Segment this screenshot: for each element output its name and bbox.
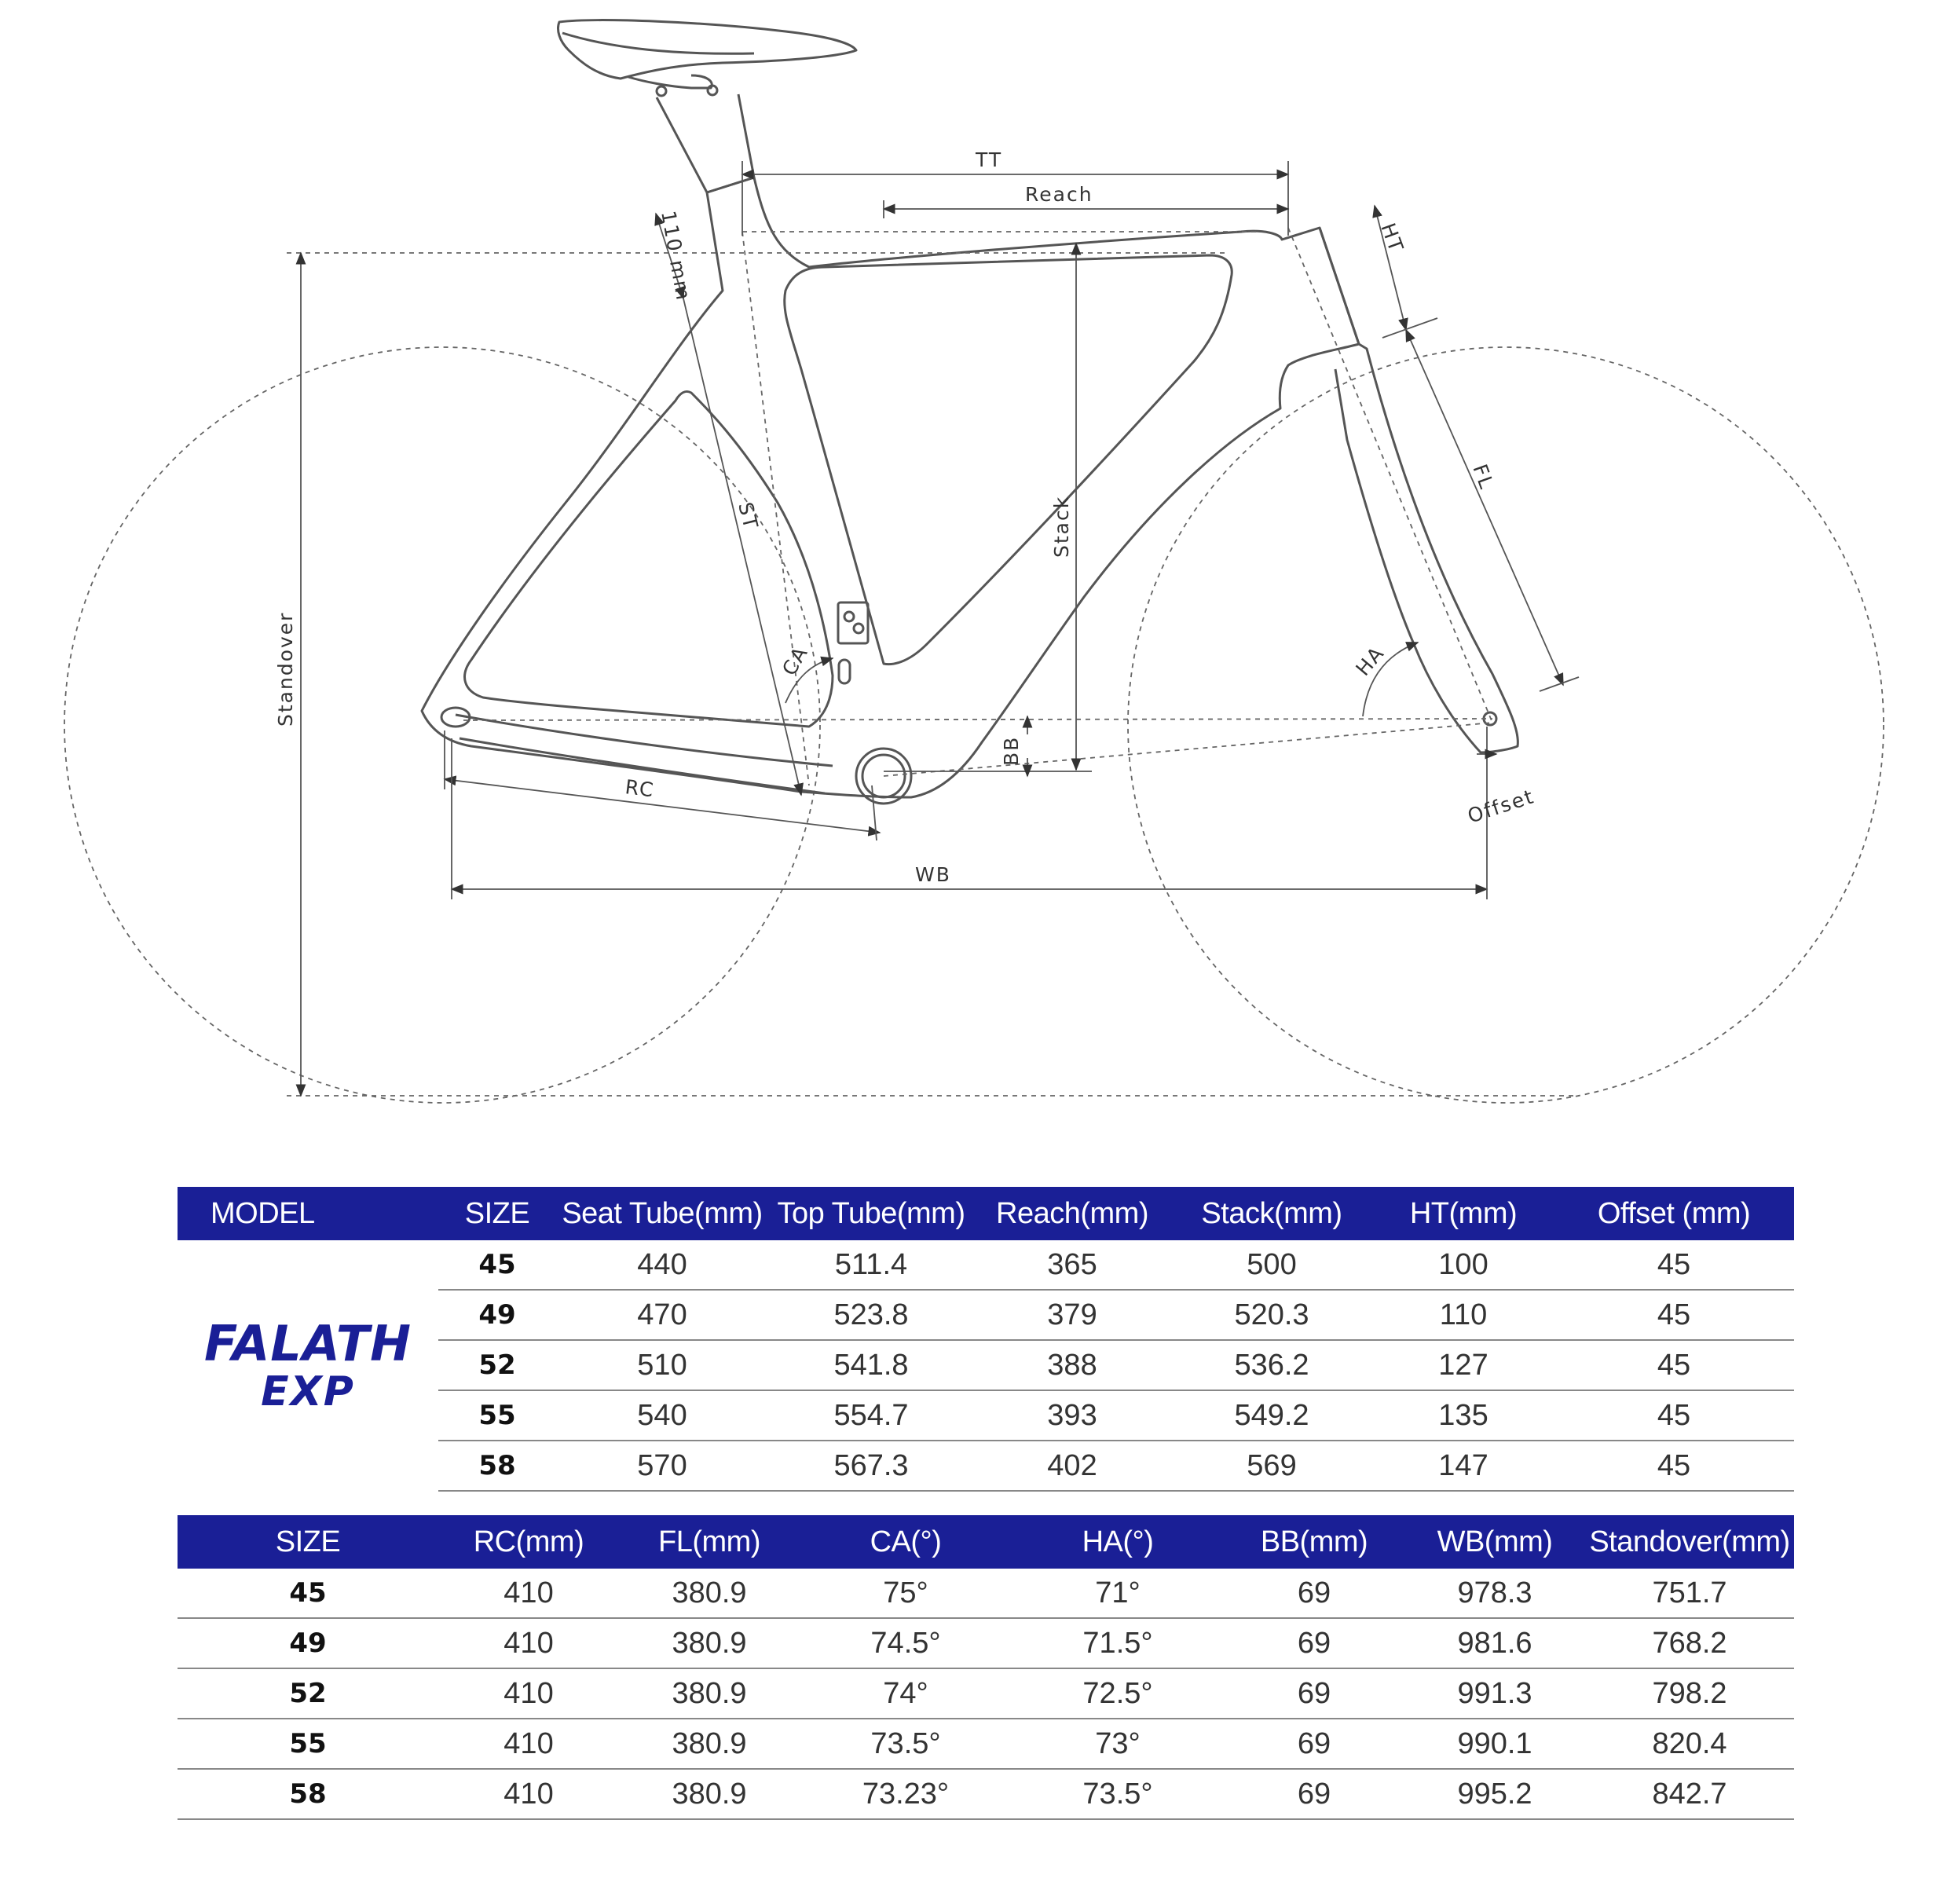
top-tube-cell: 511.4 xyxy=(768,1240,974,1290)
offset-cell: 45 xyxy=(1554,1340,1794,1390)
header-seat-tube: Seat Tube(mm) xyxy=(556,1187,768,1240)
header-offset: Offset (mm) xyxy=(1554,1187,1794,1240)
size-cell: 45 xyxy=(178,1569,438,1618)
size-cell: 55 xyxy=(438,1390,556,1441)
label-ht: HT xyxy=(1376,220,1408,256)
table-row xyxy=(178,1569,1794,1618)
header-standover: Standover(mm) xyxy=(1585,1515,1794,1569)
stack-cell: 549.2 xyxy=(1170,1390,1373,1441)
standover-cell: 798.2 xyxy=(1585,1668,1794,1719)
offset-cell: 45 xyxy=(1554,1390,1794,1441)
top-tube-cell: 523.8 xyxy=(768,1290,974,1340)
size-cell: 49 xyxy=(178,1618,438,1668)
reach-cell: 365 xyxy=(974,1240,1170,1290)
ca-cell: 73.5° xyxy=(800,1719,1012,1769)
wb-cell: 990.1 xyxy=(1404,1719,1585,1769)
standover-cell: 820.4 xyxy=(1585,1719,1794,1769)
size-cell: 58 xyxy=(438,1441,556,1491)
stack-cell: 500 xyxy=(1170,1240,1373,1290)
header-wb: WB(mm) xyxy=(1404,1515,1585,1569)
rc-cell: 410 xyxy=(438,1769,619,1819)
top-tube-cell: 541.8 xyxy=(768,1340,974,1390)
rc-cell: 410 xyxy=(438,1719,619,1769)
geometry-table-1 xyxy=(178,1187,1794,1492)
ha-cell: 73° xyxy=(1012,1719,1224,1769)
table-row xyxy=(178,1719,1794,1769)
size-cell: 49 xyxy=(438,1290,556,1340)
label-ca: CA xyxy=(778,642,813,679)
offset-cell: 45 xyxy=(1554,1441,1794,1491)
fork xyxy=(1320,228,1518,752)
rc-cell: 410 xyxy=(438,1668,619,1719)
header-top-tube: Top Tube(mm) xyxy=(768,1187,974,1240)
rear-wheel xyxy=(64,347,820,1103)
model-logo xyxy=(178,1240,438,1491)
ca-cell: 73.23° xyxy=(800,1769,1012,1819)
ca-cell: 74.5° xyxy=(800,1618,1012,1668)
rc-cell: 410 xyxy=(438,1618,619,1668)
wb-cell: 981.6 xyxy=(1404,1618,1585,1668)
top-tube-cell: 554.7 xyxy=(768,1390,974,1441)
label-seatpost-110mm: 110 mm xyxy=(657,209,695,303)
seat-tube-cell: 540 xyxy=(556,1390,768,1441)
label-reach: Reach xyxy=(1025,183,1093,206)
geometry-table-2 xyxy=(178,1515,1794,1820)
ha-cell: 73.5° xyxy=(1012,1769,1224,1819)
header-rc: RC(mm) xyxy=(438,1515,619,1569)
ht-cell: 147 xyxy=(1373,1441,1554,1491)
reach-cell: 379 xyxy=(974,1290,1170,1340)
size-cell: 52 xyxy=(178,1668,438,1719)
seat-tube-cell: 570 xyxy=(556,1441,768,1491)
label-ha: HA xyxy=(1351,641,1390,680)
label-st: ST xyxy=(734,500,763,533)
fl-cell: 380.9 xyxy=(619,1569,800,1618)
size-cell: 45 xyxy=(438,1240,556,1290)
label-bb: BB xyxy=(1000,735,1023,766)
wb-cell: 995.2 xyxy=(1404,1769,1585,1819)
saddle xyxy=(558,20,857,96)
seat-tube-cell: 440 xyxy=(556,1240,768,1290)
table-row xyxy=(178,1668,1794,1719)
ha-cell: 71.5° xyxy=(1012,1618,1224,1668)
header-bb: BB(mm) xyxy=(1224,1515,1404,1569)
table-row xyxy=(178,1618,1794,1668)
size-cell: 55 xyxy=(178,1719,438,1769)
header-size: SIZE xyxy=(438,1187,556,1240)
header-ht: HT(mm) xyxy=(1373,1187,1554,1240)
header-stack: Stack(mm) xyxy=(1170,1187,1373,1240)
stack-cell: 520.3 xyxy=(1170,1290,1373,1340)
label-offset: Offset xyxy=(1464,785,1538,828)
label-rc: RC xyxy=(624,775,657,802)
label-wb: WB xyxy=(915,863,951,886)
bb-cell: 69 xyxy=(1224,1719,1404,1769)
bb-cell: 69 xyxy=(1224,1569,1404,1618)
ha-cell: 72.5° xyxy=(1012,1668,1224,1719)
header-ca: CA(°) xyxy=(800,1515,1012,1569)
fl-cell: 380.9 xyxy=(619,1618,800,1668)
stack-cell: 536.2 xyxy=(1170,1340,1373,1390)
header-size: SIZE xyxy=(178,1515,438,1569)
logo-line-2: EXP xyxy=(261,1368,355,1415)
standover-cell: 842.7 xyxy=(1585,1769,1794,1819)
header-ha: HA(°) xyxy=(1012,1515,1224,1569)
standover-cell: 768.2 xyxy=(1585,1618,1794,1668)
standover-cell: 751.7 xyxy=(1585,1569,1794,1618)
reach-cell: 402 xyxy=(974,1441,1170,1491)
ht-cell: 100 xyxy=(1373,1240,1554,1290)
offset-cell: 45 xyxy=(1554,1240,1794,1290)
table-header-row xyxy=(178,1187,1794,1240)
bb-cell: 69 xyxy=(1224,1618,1404,1668)
label-standover: Standover xyxy=(274,611,297,727)
stack-cell: 569 xyxy=(1170,1441,1373,1491)
size-cell: 58 xyxy=(178,1769,438,1819)
rc-cell: 410 xyxy=(438,1569,619,1618)
header-reach: Reach(mm) xyxy=(974,1187,1170,1240)
ht-cell: 135 xyxy=(1373,1390,1554,1441)
seat-tube-cell: 510 xyxy=(556,1340,768,1390)
reach-cell: 388 xyxy=(974,1340,1170,1390)
header-model: MODEL xyxy=(178,1187,438,1240)
fl-cell: 380.9 xyxy=(619,1668,800,1719)
offset-cell: 45 xyxy=(1554,1290,1794,1340)
top-tube-cell: 567.3 xyxy=(768,1441,974,1491)
fl-cell: 380.9 xyxy=(619,1769,800,1819)
fl-cell: 380.9 xyxy=(619,1719,800,1769)
wb-cell: 991.3 xyxy=(1404,1668,1585,1719)
ca-cell: 74° xyxy=(800,1668,1012,1719)
label-stack: Stack xyxy=(1050,495,1073,558)
ca-cell: 75° xyxy=(800,1569,1012,1618)
table-row xyxy=(178,1240,1794,1290)
front-wheel xyxy=(1128,347,1884,1103)
seatpost xyxy=(657,94,754,192)
ht-cell: 110 xyxy=(1373,1290,1554,1340)
reach-cell: 393 xyxy=(974,1390,1170,1441)
ht-cell: 127 xyxy=(1373,1340,1554,1390)
table-row xyxy=(178,1769,1794,1819)
label-tt: TT xyxy=(976,148,1003,171)
wb-cell: 978.3 xyxy=(1404,1569,1585,1618)
logo-line-1: FALATH xyxy=(203,1314,412,1372)
ha-cell: 71° xyxy=(1012,1569,1224,1618)
size-cell: 52 xyxy=(438,1340,556,1390)
seat-tube-cell: 470 xyxy=(556,1290,768,1340)
table-header-row xyxy=(178,1515,1794,1569)
bike-frame xyxy=(422,178,1359,804)
bb-cell: 69 xyxy=(1224,1668,1404,1719)
bb-cell: 69 xyxy=(1224,1769,1404,1819)
header-fl: FL(mm) xyxy=(619,1515,800,1569)
label-fl: FL xyxy=(1468,461,1499,493)
